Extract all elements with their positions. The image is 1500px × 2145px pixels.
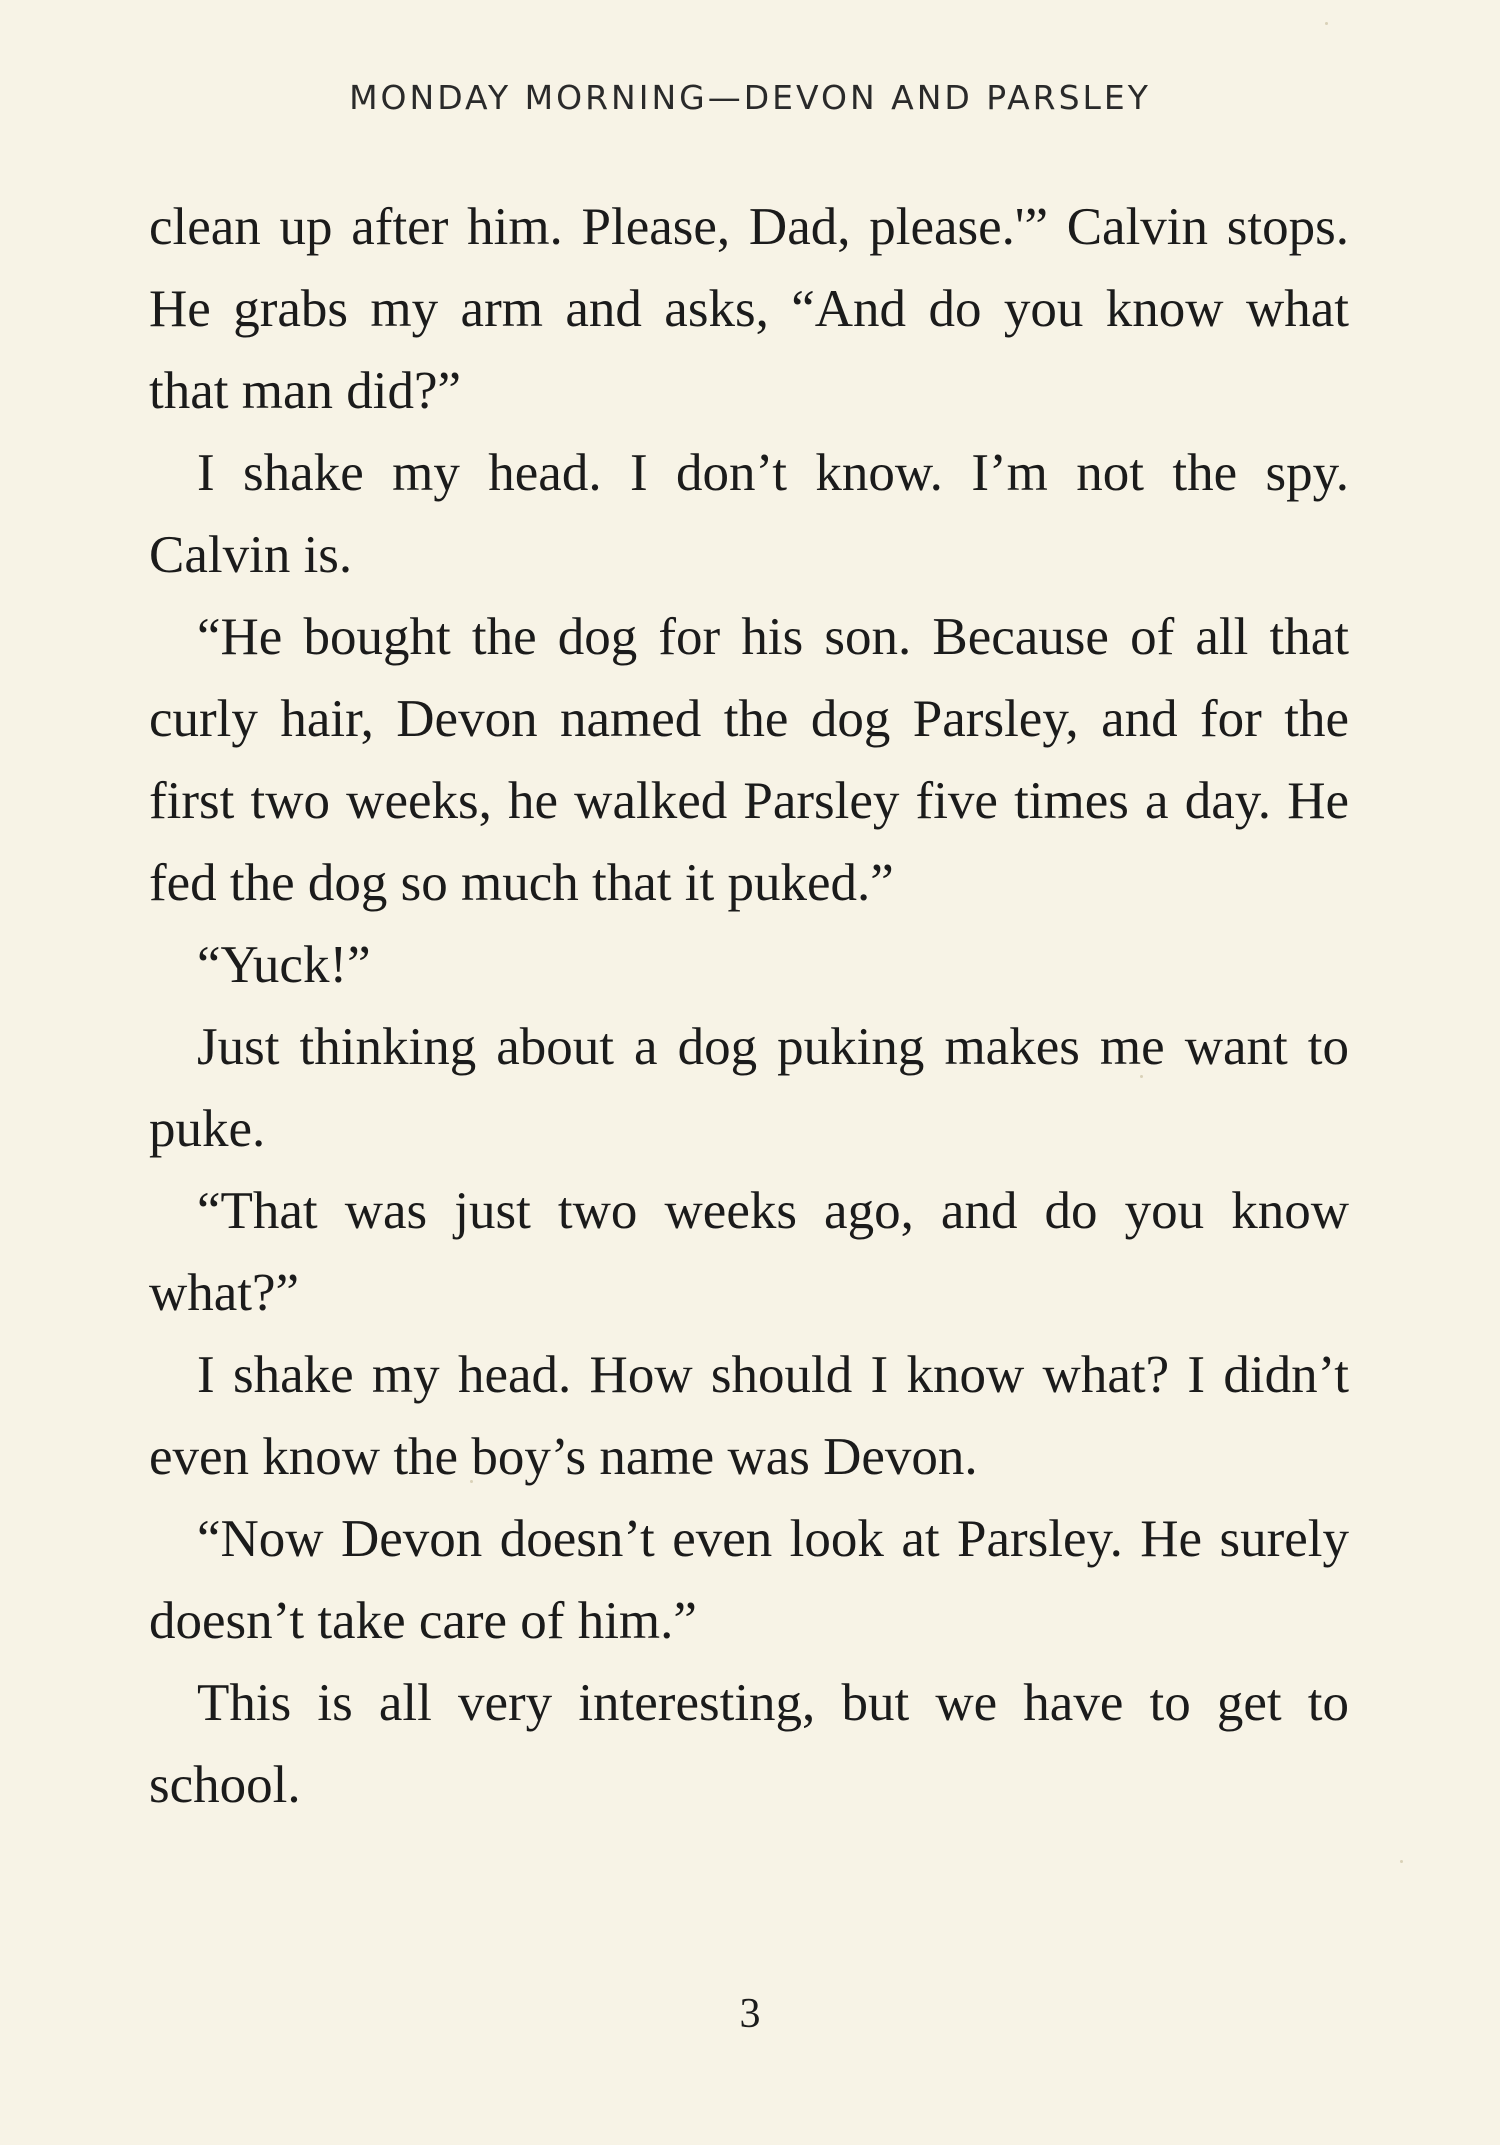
paragraph-1: clean up after him. Please, Dad, please.'” Calvin stops. He grabs my arm and asks, “And do you know what that man did?” bbox=[149, 198, 1349, 420]
paragraph-6: “That was just two weeks ago, and do you know what?” bbox=[149, 1182, 1349, 1322]
paragraph-5: Just thinking about a dog puking makes me want to puke. bbox=[149, 1018, 1349, 1158]
body-text bbox=[149, 186, 1349, 1826]
paragraph-8: “Now Devon doesn’t even look at Parsley. He surely doesn’t take care of him.” bbox=[149, 1510, 1349, 1650]
paragraph-9: This is all very interesting, but we have to get to school. bbox=[149, 1674, 1349, 1814]
paragraph-2: I shake my head. I don’t know. I’m not the spy. Calvin is. bbox=[149, 444, 1349, 584]
paragraph-3: “He bought the dog for his son. Because of all that curly hair, Devon named the dog Parsley, and for the first two weeks, he walked Parsley five times a day. He fed the dog so much that it puked.” bbox=[149, 608, 1349, 912]
running-head: MONDAY MORNING—DEVON AND PARSLEY bbox=[349, 78, 1151, 117]
paper-fleck bbox=[1325, 22, 1328, 25]
page-number: 3 bbox=[739, 1991, 761, 2037]
paper-fleck bbox=[1400, 1860, 1403, 1863]
paragraph-7: I shake my head. How should I know what? I didn’t even know the boy’s name was Devon. bbox=[149, 1346, 1349, 1486]
paragraph-4: “Yuck!” bbox=[197, 936, 371, 994]
